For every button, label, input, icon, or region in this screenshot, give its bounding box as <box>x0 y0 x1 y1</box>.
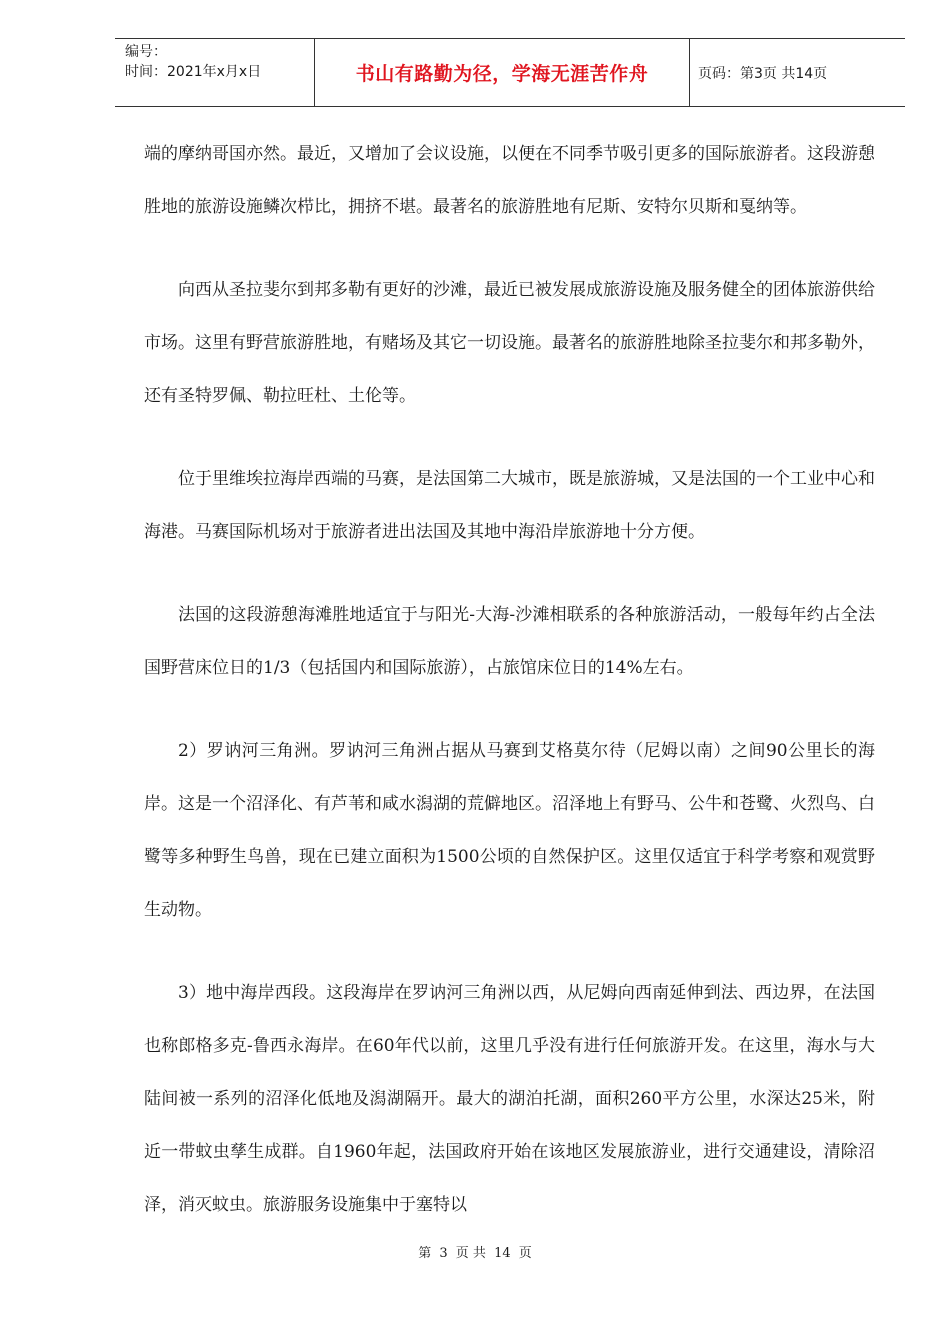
footer-page-number: 3 <box>439 1246 448 1261</box>
paragraph: 位于里维埃拉海岸西端的马赛，是法国第二大城市，既是旅游城，又是法国的一个工业中心和海港。马赛国际机场对于旅游者进出法国及其地中海沿岸旅游地十分方便。 <box>144 469 875 542</box>
document-number-label: 编号： <box>125 44 167 60</box>
footer-middle: 页 共 <box>455 1246 486 1261</box>
paragraph: 向西从圣拉斐尔到邦多勒有更好的沙滩，最近已被发展成旅游设施及服务健全的团体旅游供给市场。这里有野营旅游胜地，有赌场及其它一切设施。最著名的旅游胜地除圣拉斐尔和邦多勒外，还有圣特罗佩、勒拉旺杜、土伦等。 <box>144 280 875 406</box>
page-footer <box>0 1242 950 1261</box>
header-page-label: 页码：第3页 共14页 <box>698 65 828 82</box>
page-header <box>115 38 905 107</box>
footer-total-pages: 14 <box>494 1246 511 1261</box>
header-meta <box>115 39 315 106</box>
paragraph: 法国的这段游憩海滩胜地适宜于与阳光-大海-沙滩相联系的各种旅游活动，一般每年约占全法国野营床位日的1/3（包括国内和国际旅游），占旅馆床位日的14%左右。 <box>144 605 875 678</box>
paragraph: 2）罗讷河三角洲。罗讷河三角洲占据从马赛到艾格莫尔待（尼姆以南）之间90公里长的海岸。这是一个沼泽化、有芦苇和咸水潟湖的荒僻地区。沼泽地上有野马、公牛和苍鹭、火烈鸟、白鹭等多种野生鸟兽，现在已建立面积为1500公顷的自然保护区。这里仅适宜于科学考察和观赏野生动物。 <box>144 741 875 920</box>
document-time-label: 时间：2021年x月x日 <box>125 64 262 80</box>
header-motto: 书山有路勤为径，学海无涯苦作舟 <box>315 39 690 106</box>
document-body <box>144 128 875 1262</box>
paragraph: 端的摩纳哥国亦然。最近，又增加了会议设施，以便在不同季节吸引更多的国际旅游者。这段游憩胜地的旅游设施鳞次栉比，拥挤不堪。最著名的旅游胜地有尼斯、安特尔贝斯和戛纳等。 <box>144 144 875 217</box>
footer-prefix: 第 <box>418 1246 432 1261</box>
paragraph: 3）地中海岸西段。这段海岸在罗讷河三角洲以西，从尼姆向西南延伸到法、西边界，在法国也称郎格多克-鲁西永海岸。在60年代以前，这里几乎没有进行任何旅游开发。在这里，海水与大陆间被一系列的沼泽化低地及潟湖隔开。最大的湖泊托湖，面积260平方公里，水深达25米，附近一带蚊虫孳生成群。自1960年起，法国政府开始在该地区发展旅游业，进行交通建设，清除沼泽，消灭蚊虫。旅游服务设施集中于塞特以 <box>144 983 875 1215</box>
footer-suffix: 页 <box>518 1246 532 1261</box>
